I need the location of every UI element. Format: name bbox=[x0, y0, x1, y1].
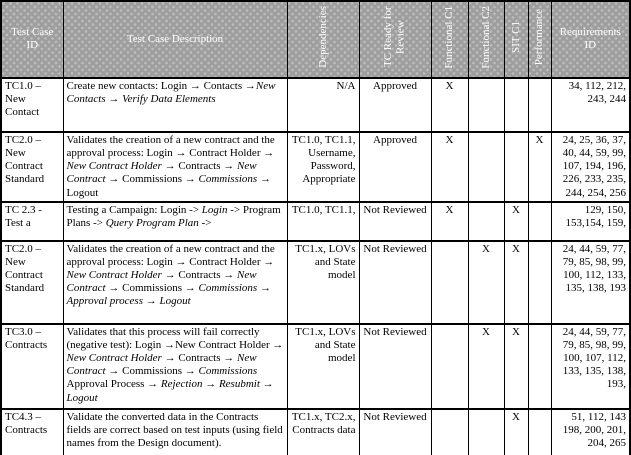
requirements-id-cell: 129, 150, 153,154, 159, bbox=[551, 202, 630, 241]
test-case-id-cell: TC4.3 – Contracts bbox=[1, 409, 63, 455]
tc-ready-status-cell: Not Reviewed bbox=[359, 241, 431, 324]
header-label-rotated: Performance bbox=[533, 8, 546, 66]
test-case-description-cell: Testing a Campaign: Login -> Login -> Program Plans -> Query Program Plan -> bbox=[63, 202, 287, 241]
functional-c2-mark-cell: X bbox=[468, 324, 504, 409]
functional-c1-mark-cell bbox=[431, 241, 468, 324]
dependencies-cell: TC1.0, TC1.1, Username, Password, Appropriate bbox=[287, 132, 359, 202]
test-case-id-cell: TC2.0 – New Contract Standard bbox=[1, 132, 63, 202]
header-label-rotated: SIT C1 bbox=[509, 21, 522, 53]
functional-c1-mark-cell bbox=[431, 324, 468, 409]
functional-c1-mark-cell: X bbox=[431, 78, 468, 132]
requirements-id-cell: 24, 25, 36, 37, 40, 44, 59, 99, 107, 194, 196, 226, 233, 235, 244, 254, 256 bbox=[551, 132, 630, 202]
sit-c1-mark-cell: X bbox=[504, 324, 528, 409]
requirements-id-cell: 24, 44, 59, 77, 79, 85, 98, 99, 100, 107, 112, 133, 135, 138, 193, bbox=[551, 324, 630, 409]
performance-mark-cell bbox=[528, 202, 551, 241]
performance-mark-cell bbox=[528, 241, 551, 324]
header-label-rotated: Functional C2 bbox=[479, 5, 492, 69]
performance-mark-cell bbox=[528, 324, 551, 409]
test-case-description-cell: Validates the creation of a new contract and the approval process: Login → Contract Holder → New Contract Holder → Contracts → New Contract → Commissions → Commissions → Logout bbox=[63, 132, 287, 202]
functional-c2-mark-cell bbox=[468, 78, 504, 132]
header-requirements-id bbox=[551, 1, 630, 78]
tc-ready-status-cell: Not Reviewed bbox=[359, 324, 431, 409]
header-label: Test Case ID bbox=[11, 25, 54, 52]
header-label: Requirements ID bbox=[559, 25, 621, 52]
tc-ready-status-cell: Not Reviewed bbox=[359, 202, 431, 241]
tc-ready-status-cell: Approved bbox=[359, 132, 431, 202]
header-label: Test Case Description bbox=[126, 32, 224, 45]
header-functional-c2 bbox=[468, 1, 504, 78]
test-case-id-cell: TC3.0 – Contracts bbox=[1, 324, 63, 409]
table-row bbox=[1, 202, 630, 241]
test-case-description-cell: Create new contacts: Login → Contacts →New Contacts → Verify Data Elements bbox=[63, 78, 287, 132]
sit-c1-mark-cell: X bbox=[504, 202, 528, 241]
test-case-description-cell: Validates the creation of a new contract and the approval process: Login → Contract Holder → New Contract Holder → Contracts → New Contract → Commissions → Commissions → Approval process → Logout bbox=[63, 241, 287, 324]
test-case-id-cell: TC 2.3 - Test a bbox=[1, 202, 63, 241]
dependencies-cell: TC1.0, TC1.1, bbox=[287, 202, 359, 241]
table-header bbox=[1, 1, 630, 78]
header-tc-ready-for-review bbox=[359, 1, 431, 78]
table-row bbox=[1, 132, 630, 202]
sit-c1-mark-cell: X bbox=[504, 409, 528, 455]
tc-ready-status-cell: Approved bbox=[359, 78, 431, 132]
performance-mark-cell: X bbox=[528, 132, 551, 202]
dependencies-cell: TC1.x, LOVs and State model bbox=[287, 324, 359, 409]
table-row bbox=[1, 78, 630, 132]
dependencies-cell: TC1.x, LOVs and State model bbox=[287, 241, 359, 324]
table-row bbox=[1, 241, 630, 324]
functional-c2-mark-cell bbox=[468, 409, 504, 455]
header-label-rotated: TC Ready for Review bbox=[382, 6, 407, 68]
test-case-description-cell: Validates that this process will fail correctly (negative test): Login →New Contract Holder → New Contract Holder → Contracts → New Contract → Commissions → Commissions Approval Process → Rejection → Resubmit → Logout bbox=[63, 324, 287, 409]
table-row bbox=[1, 409, 630, 455]
header-sit-c1 bbox=[504, 1, 528, 78]
header-dependencies bbox=[287, 1, 359, 78]
sit-c1-mark-cell bbox=[504, 78, 528, 132]
requirements-id-cell: 34, 112, 212, 243, 244 bbox=[551, 78, 630, 132]
tc-ready-status-cell: Not Reviewed bbox=[359, 409, 431, 455]
functional-c1-mark-cell bbox=[431, 409, 468, 455]
functional-c2-mark-cell: X bbox=[468, 241, 504, 324]
functional-c1-mark-cell: X bbox=[431, 202, 468, 241]
header-test-case-description bbox=[63, 1, 287, 78]
requirements-id-cell: 24, 44, 59, 77, 79, 85, 98, 99, 100, 112, 133, 135, 138, 193 bbox=[551, 241, 630, 324]
table-row bbox=[1, 324, 630, 409]
header-label-rotated: Functional C1 bbox=[443, 5, 456, 69]
requirements-id-cell: 51, 112, 143 198, 200, 201, 204, 265 bbox=[551, 409, 630, 455]
header-functional-c1 bbox=[431, 1, 468, 78]
test-case-description-cell: Validate the converted data in the Contracts fields are correct based on test inputs (using field names from the Design document). bbox=[63, 409, 287, 455]
sit-c1-mark-cell bbox=[504, 132, 528, 202]
functional-c1-mark-cell: X bbox=[431, 132, 468, 202]
header-performance bbox=[528, 1, 551, 78]
test-case-id-cell: TC1.0 – New Contact bbox=[1, 78, 63, 132]
dependencies-cell: TC1.x, TC2.x, Contracts data bbox=[287, 409, 359, 455]
header-label-rotated: Dependencies bbox=[316, 6, 329, 68]
header-row bbox=[1, 1, 630, 78]
test-case-id-cell: TC2.0 – New Contract Standard bbox=[1, 241, 63, 324]
functional-c2-mark-cell bbox=[468, 202, 504, 241]
sit-c1-mark-cell: X bbox=[504, 241, 528, 324]
table-body bbox=[1, 78, 630, 455]
performance-mark-cell bbox=[528, 78, 551, 132]
performance-mark-cell bbox=[528, 409, 551, 455]
header-test-case-id bbox=[1, 1, 63, 78]
functional-c2-mark-cell bbox=[468, 132, 504, 202]
dependencies-cell: N/A bbox=[287, 78, 359, 132]
